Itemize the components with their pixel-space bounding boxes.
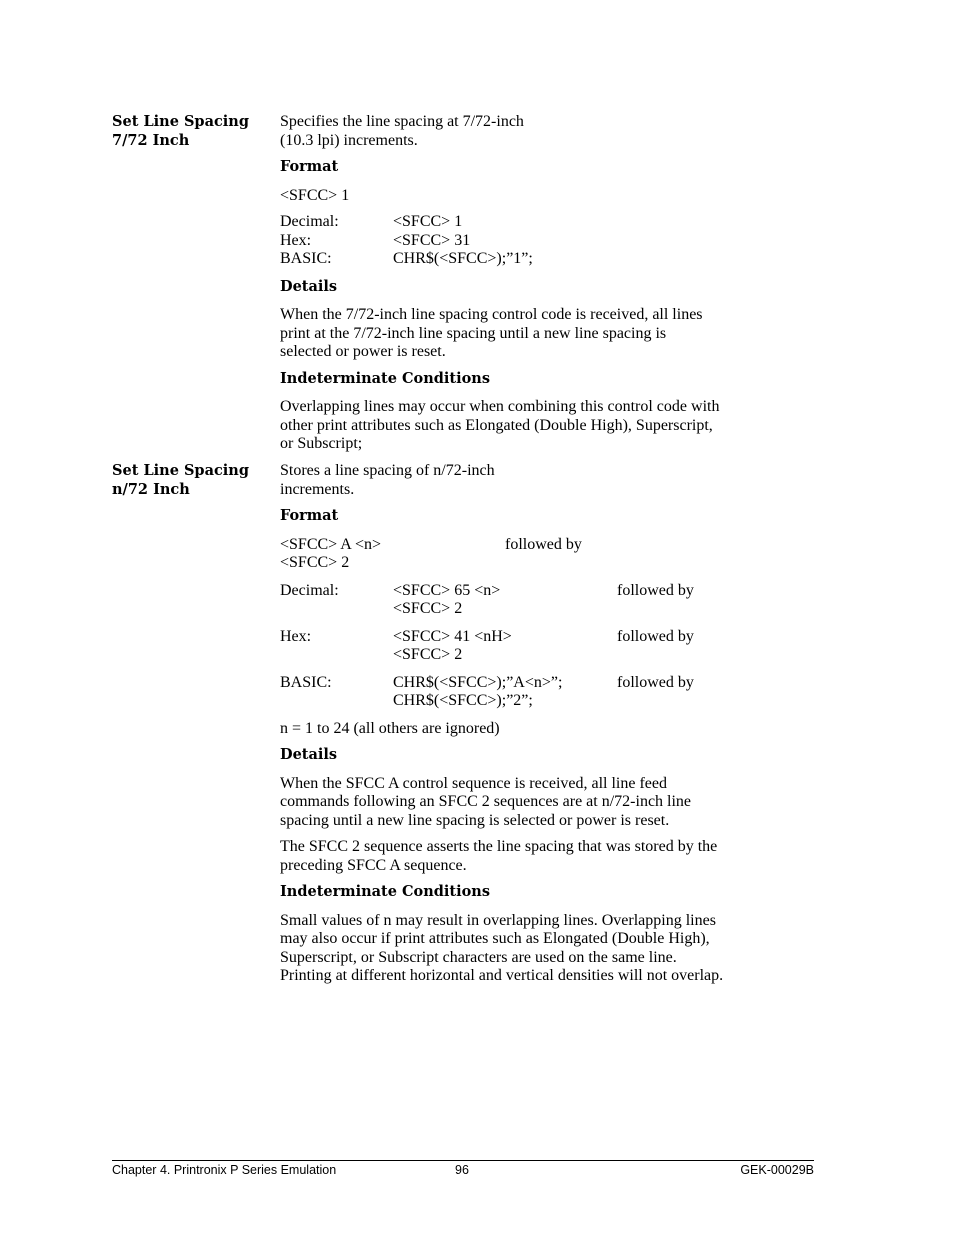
code-label: BASIC: [280, 250, 332, 267]
details-paragraph [280, 838, 820, 875]
section-body-n-72 [280, 462, 820, 986]
code-row-continuation [280, 646, 820, 665]
paragraph-line: commands following an SFCC 2 sequences are at n/72-inch line [280, 793, 692, 810]
format-code-row [280, 536, 820, 555]
code-label: Decimal: [280, 213, 339, 230]
code-block-hex [280, 628, 820, 665]
description-line: Stores a line spacing of n/72-inch [280, 462, 495, 479]
details-paragraph [280, 775, 820, 831]
section-title-line: Set Line Spacing [112, 113, 249, 130]
code-row-hex [280, 628, 820, 647]
code-row-decimal [280, 582, 820, 601]
code-block-decimal [280, 582, 820, 619]
paragraph-line: or Subscript; [280, 435, 363, 452]
paragraph-line: selected or power is reset. [280, 343, 446, 360]
description-line: (10.3 lpi) increments. [280, 131, 418, 149]
followed-by-label: followed by [505, 535, 582, 553]
followed-by-label: followed by [617, 673, 694, 691]
code-label: BASIC: [280, 673, 332, 691]
indeterminate-paragraph [280, 398, 820, 454]
paragraph-line: Overlapping lines may occur when combining this control code with [280, 398, 720, 415]
section-title-line: n/72 Inch [112, 481, 190, 498]
details-heading: Details [280, 277, 338, 295]
code-label: Decimal: [280, 581, 339, 599]
code-value: <SFCC> 41 <nH> [393, 627, 512, 645]
paragraph-line: Small values of n may result in overlapping lines. Overlapping lines [280, 911, 716, 929]
code-label: Hex: [280, 627, 312, 645]
indeterminate-heading: Indeterminate Conditions [280, 883, 490, 900]
code-value: <SFCC> 1 [393, 213, 463, 230]
indeterminate-heading: Indeterminate Conditions [280, 369, 490, 387]
paragraph-line: print at the 7/72-inch line spacing until a new line spacing is [280, 324, 667, 342]
code-block-basic [280, 674, 820, 711]
code-row-decimal [280, 213, 820, 232]
format-code-block [280, 536, 820, 573]
footer-page-number: 96 [455, 1163, 469, 1177]
format-heading: Format [280, 507, 339, 524]
section-title-line: 7/72 Inch [112, 132, 190, 149]
code-table [280, 213, 820, 269]
code-row-continuation [280, 692, 820, 711]
format-code: <SFCC> 1 [280, 186, 350, 204]
section-title-7-72 [112, 112, 272, 150]
paragraph-line: preceding SFCC A sequence. [280, 856, 467, 874]
code-label: Hex: [280, 231, 312, 249]
paragraph-line: Printing at different horizontal and vertical densities will not overlap. [280, 967, 724, 984]
paragraph-line: When the SFCC A control sequence is received, all line feed [280, 774, 667, 792]
footer-divider [112, 1160, 814, 1161]
format-code-row [280, 554, 820, 573]
section-title-line: Set Line Spacing [112, 462, 249, 479]
paragraph-line: spacing until a new line spacing is selected or power is reset. [280, 811, 670, 829]
code-value: <SFCC> 65 <n> [393, 581, 501, 599]
footer-doc-id: GEK-00029B [740, 1163, 814, 1177]
section-title-n-72 [112, 461, 272, 499]
followed-by-label: followed by [617, 581, 694, 599]
details-heading: Details [280, 746, 338, 763]
code-value: <SFCC> 2 [393, 646, 463, 663]
followed-by-label: followed by [617, 627, 694, 645]
paragraph-line: The SFCC 2 sequence asserts the line spacing that was stored by the [280, 838, 718, 855]
details-paragraph [280, 306, 820, 362]
code-value: CHR$(<SFCC>);”1”; [393, 250, 533, 267]
paragraph-line: Superscript, or Subscript characters are used on the same line. [280, 948, 677, 966]
code-value: <SFCC> 31 [393, 231, 471, 249]
format-code: <SFCC> 2 [280, 554, 350, 571]
code-row-basic [280, 674, 820, 693]
format-code: <SFCC> A <n> [280, 535, 382, 553]
description-line: increments. [280, 480, 355, 498]
code-row-hex [280, 232, 820, 251]
range-note: n = 1 to 24 (all others are ignored) [280, 719, 500, 737]
code-value: CHR$(<SFCC>);”2”; [393, 692, 533, 709]
format-heading: Format [280, 158, 339, 175]
code-value: <SFCC> 2 [393, 600, 463, 617]
footer-chapter: Chapter 4. Printronix P Series Emulation [112, 1163, 337, 1177]
paragraph-line: other print attributes such as Elongated (Double High), Superscript, [280, 416, 713, 434]
code-row-continuation [280, 600, 820, 619]
paragraph-line: may also occur if print attributes such as Elongated (Double High), [280, 930, 710, 947]
code-value: CHR$(<SFCC>);”A<n>”; [393, 673, 563, 691]
description-line: Specifies the line spacing at 7/72-inch [280, 113, 524, 130]
code-row-basic [280, 250, 820, 269]
indeterminate-paragraph [280, 912, 820, 986]
section-body-7-72 [280, 113, 820, 454]
paragraph-line: When the 7/72-inch line spacing control code is received, all lines [280, 306, 703, 323]
